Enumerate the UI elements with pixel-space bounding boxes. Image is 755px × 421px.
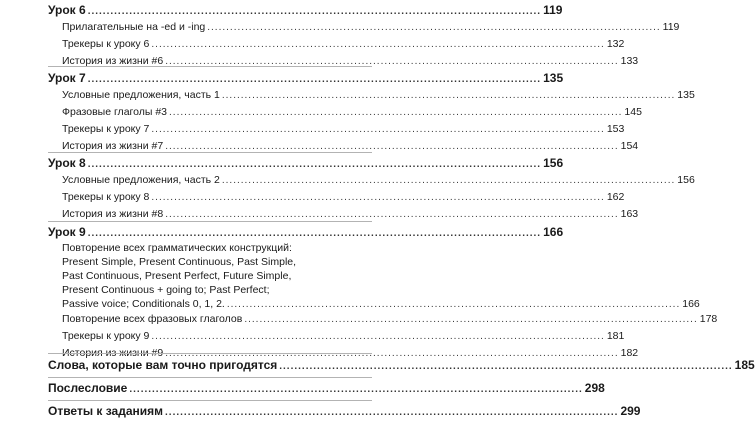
- toc-entry-answers[interactable]: [48, 403, 641, 420]
- page-number: 299: [620, 404, 641, 418]
- leader-dots: ........................................................................................................................: [87, 228, 542, 239]
- leader-dots: ........................................................................................................................: [151, 39, 605, 50]
- chapter-title: Урок 7: [48, 71, 86, 85]
- section-divider: [48, 152, 372, 153]
- page-number: 145: [624, 106, 642, 118]
- section-divider: [48, 377, 372, 378]
- entry-last-line: [62, 297, 700, 311]
- toc-entry-grammar-review[interactable]: [48, 241, 700, 311]
- page-number: 166: [682, 298, 700, 310]
- page-number: 156: [543, 156, 564, 170]
- page-number: 298: [584, 381, 605, 395]
- entry-title-line: Present Continuous + going to; Past Perfect;: [62, 284, 270, 296]
- leader-dots: ........................................................................................................................: [151, 192, 605, 203]
- entry-title: История из жизни #8: [62, 208, 164, 220]
- chapter-title: Послесловие: [48, 381, 128, 395]
- entry-title: Прилагательные на -ed и -ing: [62, 21, 206, 33]
- page-number: 166: [543, 225, 564, 239]
- entry-title: Условные предложения, часть 1: [62, 89, 220, 101]
- entry-title: Трекеры к уроку 9: [62, 330, 150, 342]
- page-number: 181: [606, 330, 625, 342]
- toc-entry-lesson-7[interactable]: [48, 70, 564, 87]
- entry-title: История из жизни #9: [62, 347, 164, 359]
- toc-entry[interactable]: [48, 172, 695, 189]
- leader-dots: ........................................................................................................................: [87, 6, 542, 17]
- lesson-8-section: [48, 155, 695, 223]
- leader-dots: ........................................................................................................................: [279, 361, 733, 372]
- leader-dots: ........................................................................................................................: [207, 22, 661, 33]
- page-number: 119: [662, 21, 680, 33]
- leader-dots: ........................................................................................................................: [151, 124, 605, 135]
- toc-entry-lesson-6[interactable]: [48, 2, 563, 19]
- lesson-9-section: [48, 224, 718, 362]
- page-number: 185: [734, 358, 755, 372]
- leader-dots: ........................................................................................................................: [87, 74, 542, 85]
- entry-title: Условные предложения, часть 2: [62, 174, 220, 186]
- leader-dots: ........................................................................................................................: [165, 56, 619, 67]
- entry-title: История из жизни #7: [62, 140, 164, 152]
- page-number: 156: [677, 174, 695, 186]
- section-divider: [48, 353, 372, 354]
- chapter-title: Ответы к заданиям: [48, 404, 164, 418]
- leader-dots: ........................................................................................................................: [244, 314, 698, 325]
- toc-entry[interactable]: [48, 36, 625, 53]
- toc-entry[interactable]: [48, 19, 680, 36]
- section-divider: [48, 221, 372, 222]
- leader-dots: ........................................................................................................................: [165, 407, 619, 418]
- chapter-title: Урок 9: [48, 225, 86, 239]
- toc-entry[interactable]: [48, 104, 642, 121]
- page-number: 135: [677, 89, 695, 101]
- page-number: 132: [606, 38, 625, 50]
- lesson-7-section: [48, 70, 695, 155]
- afterword-section: [48, 380, 605, 397]
- leader-dots: ........................................................................................................................: [129, 384, 583, 395]
- page-number: 163: [620, 208, 639, 220]
- leader-dots: ........................................................................................................................: [165, 209, 619, 220]
- answers-section: [48, 403, 641, 420]
- entry-title: Трекеры к уроку 8: [62, 191, 150, 203]
- chapter-title: Слова, которые вам точно пригодятся: [48, 358, 278, 372]
- entry-title: Фразовые глаголы #3: [62, 106, 168, 118]
- toc-entry-lesson-9[interactable]: [48, 224, 564, 241]
- page-number: 119: [543, 3, 563, 17]
- leader-dots: ........................................................................................................................: [169, 107, 623, 118]
- leader-dots: ........................................................................................................................: [151, 331, 605, 342]
- toc-entry[interactable]: [48, 53, 639, 70]
- entry-title: Повторение всех фразовых глаголов: [62, 313, 243, 325]
- chapter-title: Урок 6: [48, 3, 86, 17]
- toc-entry[interactable]: [48, 87, 695, 104]
- page-number: 178: [699, 313, 718, 325]
- lesson-6-section: [48, 2, 680, 70]
- toc-entry[interactable]: [48, 121, 625, 138]
- toc-entry[interactable]: [48, 311, 718, 328]
- leader-dots: ........................................................................................................................: [165, 348, 619, 359]
- toc-entry[interactable]: [48, 328, 625, 345]
- section-divider: [48, 400, 372, 401]
- toc-entry-lesson-8[interactable]: [48, 155, 564, 172]
- leader-dots: ........................................................................................................................: [221, 90, 676, 101]
- page-number: 133: [620, 55, 639, 67]
- page-number: 154: [620, 140, 639, 152]
- entry-title: Трекеры к уроку 7: [62, 123, 150, 135]
- page-number: 182: [620, 347, 639, 359]
- section-divider: [48, 66, 372, 67]
- entry-title-line: Present Simple, Present Continuous, Past Simple,: [62, 256, 297, 268]
- entry-title: Трекеры к уроку 6: [62, 38, 150, 50]
- toc-entry-afterword[interactable]: [48, 380, 605, 397]
- page-number: 135: [543, 71, 564, 85]
- chapter-title: Урок 8: [48, 156, 86, 170]
- toc-entry[interactable]: [48, 189, 625, 206]
- entry-title-line: Повторение всех грамматических конструкций:: [62, 242, 292, 254]
- leader-dots: ........................................................................................................................: [87, 159, 542, 170]
- leader-dots: ........................................................................................................................: [226, 299, 681, 310]
- page-number: 153: [606, 123, 625, 135]
- entry-title-line: Passive voice; Conditionals 0, 1, 2.: [62, 298, 225, 310]
- toc-entry-words[interactable]: [48, 357, 755, 374]
- leader-dots: ........................................................................................................................: [221, 175, 676, 186]
- entry-title-line: Past Continuous, Present Perfect, Future Simple,: [62, 270, 292, 282]
- leader-dots: ........................................................................................................................: [165, 141, 619, 152]
- words-section: [48, 357, 755, 374]
- page-number: 162: [606, 191, 625, 203]
- entry-title: История из жизни #6: [62, 55, 164, 67]
